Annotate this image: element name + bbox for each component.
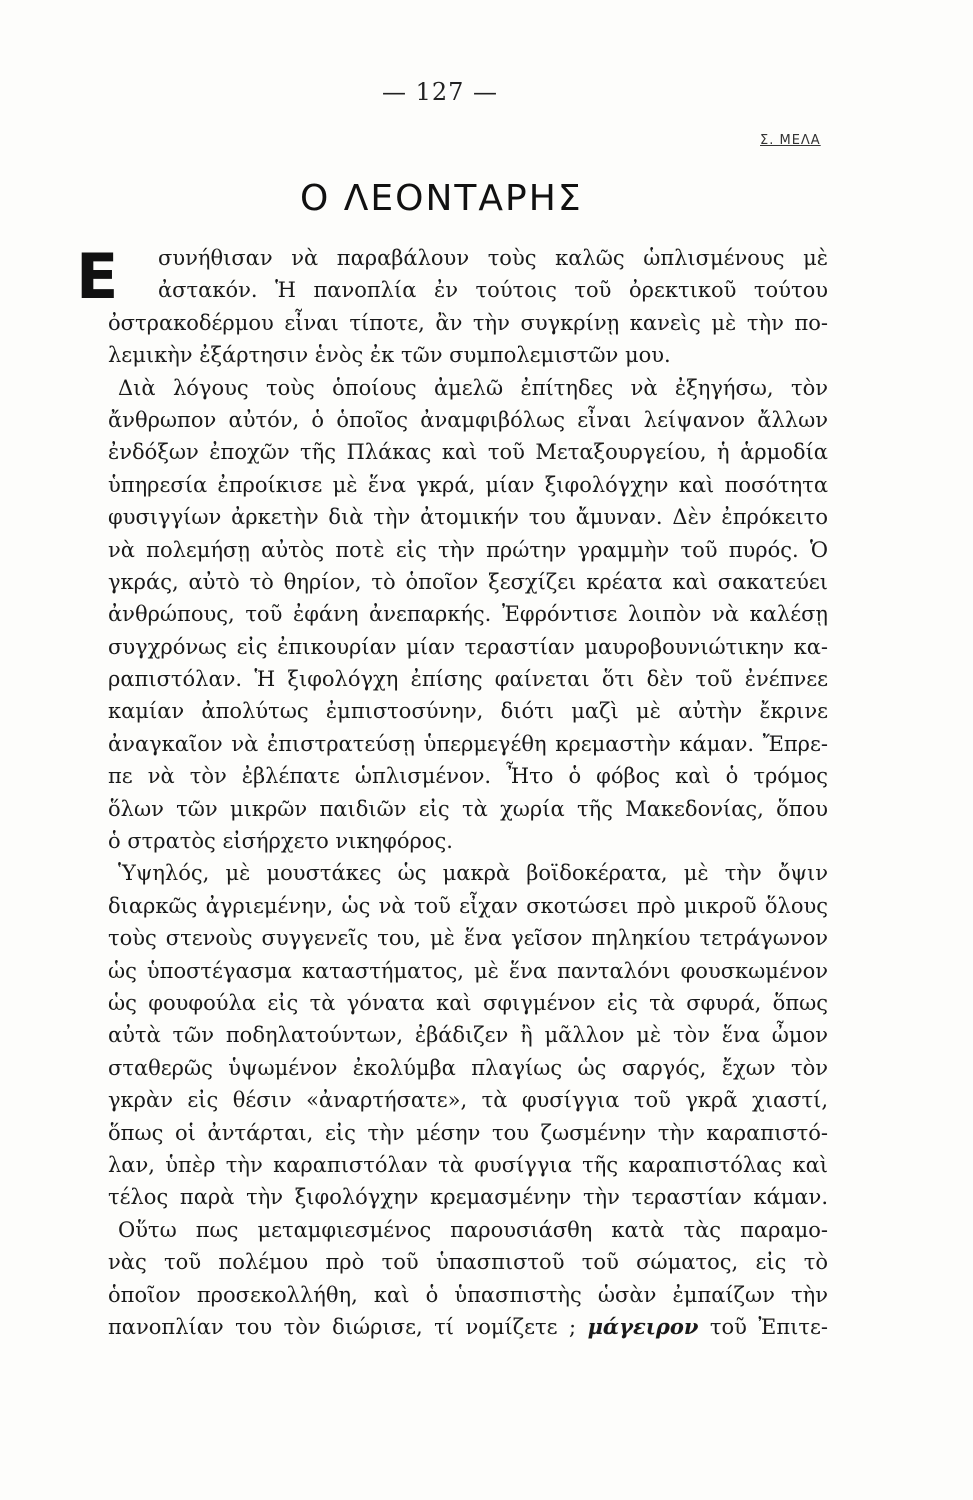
text-line: Διὰ λόγους τοὺς ὁποίους ἀμελῶ ἐπίτηδες νὰ ἐξηγήσω, τὸν	[118, 375, 828, 400]
text-line: αὐτὰ τῶν ποδηλατούντων, ἐβάδιζεν ἢ μᾶλλον μὲ τὸν ἕνα ὦμον	[108, 1023, 828, 1048]
page-number: — 127 —	[381, 78, 499, 106]
text-line: συγχρόνως εἰς ἐπικουρίαν μίαν τεραστίαν μαυροβουνιώτικην κα-	[108, 634, 828, 659]
text-line: ραπιστόλαν. Ἡ ξιφολόγχη ἐπίσης φαίνεται ὅτι δὲν τοῦ ἐνέπνεε	[108, 667, 828, 692]
text-line: φυσιγγίων ἀρκετὴν διὰ τὴν ἀτομικήν του ἄμυναν. Δὲν ἐπρόκειτο	[108, 505, 828, 530]
text-line: πε νὰ τὸν ἐβλέπατε ὡπλισμένον. Ἦτο ὁ φόβος καὶ ὁ τρόμος	[108, 764, 828, 789]
text-line: σταθερῶς ὑψωμένον ἐκολύμβα πλαγίως ὡς σαργός, ἔχων τὸν	[108, 1055, 828, 1080]
text-line: Ὑψηλός, μὲ μουστάκες ὡς μακρὰ βοϊδοκέρατα, μὲ τὴν ὄψιν	[118, 861, 828, 886]
text-line: γκρὰν εἰς θέσιν «ἀναρτήσατε», τὰ φυσίγγια τοῦ γκρᾶ χιαστί,	[108, 1088, 828, 1113]
text-line: νὰ πολεμήσῃ αὐτὸς ποτὲ εἰς τὴν πρώτην γραμμὴν τοῦ πυρός. Ὁ	[108, 537, 828, 562]
author-name: Σ. ΜΕΛΑ	[760, 133, 821, 148]
text-line: λεμικὴν ἐξάρτησιν ἑνὸς ἐκ τῶν συμπολεμιστῶν μου.	[108, 343, 671, 368]
text-line: Οὕτω πως μεταμφιεσμένος παρουσιάσθη κατὰ τὰς παραμο-	[118, 1217, 828, 1242]
text-line: ὡς ὑποστέγασμα καταστήματος, μὲ ἕνα πανταλόνι φουσκωμένον	[108, 958, 828, 983]
text-line: ὁποῖον προσεκολλήθη, καὶ ὁ ὑπασπιστὴς ὡσὰν ἐμπαίζων τὴν	[108, 1282, 828, 1307]
body-text	[108, 242, 828, 1343]
text-line: ἀναγκαῖον νὰ ἐπιστρατεύσῃ ὑπερμεγέθη κρεμαστὴν κάμαν. Ἔπρε-	[108, 731, 828, 756]
text-line: ὀστρακοδέρμου εἶναι τίποτε, ἂν τὴν συγκρίνῃ κανεὶς μὲ τὴν πο-	[108, 310, 828, 335]
text-line: ἀστακόν. Ἡ πανοπλία ἐν τούτοις τοῦ ὀρεκτικοῦ τούτου	[158, 278, 828, 303]
text-line: ὑπηρεσία ἐπροίκισε μὲ ἕνα γκρά, μίαν ξιφολόγχην καὶ ποσότητα	[108, 472, 828, 497]
text-line: ὅλων τῶν μικρῶν παιδιῶν εἰς τὰ χωρία τῆς Μακεδονίας, ὅπου	[108, 796, 828, 821]
text-line: γκράς, αὐτὸ τὸ θηρίον, τὸ ὁποῖον ξεσχίζει κρέατα καὶ σακατεύει	[108, 569, 828, 594]
text-line-last	[108, 1311, 828, 1343]
drop-cap-letter: Ε	[76, 240, 119, 313]
text-line: ὅπως οἱ ἀντάρται, εἰς τὴν μέσην του ζωσμένην τὴν καραπιστό-	[108, 1120, 828, 1145]
emphasized-word: μάγειρον	[587, 1313, 699, 1339]
text-line: ὁ στρατὸς εἰσήρχετο νικηφόρος.	[108, 829, 453, 854]
text-line: τοὺς στενοὺς συγγενεῖς του, μὲ ἕνα γεῖσον πηληκίου τετράγωνον	[108, 926, 828, 951]
text-fragment: πανοπλίαν του τὸν διώρισε, τί νομίζετε ;	[108, 1314, 577, 1339]
text-line: συνήθισαν νὰ παραβάλουν τοὺς καλῶς ὡπλισμένους μὲ	[158, 246, 828, 270]
text-line: καμίαν ἀπολύτως ἐμπιστοσύνην, διότι μαζὶ μὲ αὐτὴν ἔκρινε	[108, 699, 828, 724]
text-line: ἀνθρώπους, τοῦ ἐφάνη ἀνεπαρκής. Ἐφρόντισε λοιπὸν νὰ καλέσῃ	[108, 602, 828, 627]
text-line: ἄνθρωπον αὐτόν, ὁ ὁποῖος ἀναμφιβόλως εἶναι λείψανον ἄλλων	[108, 407, 828, 432]
text-line: ὡς φουφούλα εἰς τὰ γόνατα καὶ σφιγμένον εἰς τὰ σφυρά, ὅπως	[108, 990, 828, 1015]
text-fragment: τοῦ Ἐπιτε-	[709, 1314, 828, 1339]
text-line: ἐνδόξων ἐποχῶν τῆς Πλάκας καὶ τοῦ Μεταξουργείου, ἡ ἁρμοδία	[108, 440, 828, 465]
text-line: λαν, ὑπὲρ τὴν καραπιστόλαν τὰ φυσίγγια τῆς καραπιστόλας καὶ	[108, 1152, 828, 1177]
story-title: Ο ΛΕΟΝΤΑΡΗΣ	[300, 178, 583, 219]
text-line: νὰς τοῦ πολέμου πρὸ τοῦ ὑπασπιστοῦ τοῦ σώματος, εἰς τὸ	[108, 1250, 828, 1275]
text-line: τέλος παρὰ τὴν ξιφολόγχην κρεμασμένην τὴν τεραστίαν κάμαν.	[108, 1185, 828, 1210]
text-line: διαρκῶς ἀγριεμένην, ὡς νὰ τοῦ εἶχαν σκοτώσει πρὸ μικροῦ ὅλους	[108, 893, 828, 918]
